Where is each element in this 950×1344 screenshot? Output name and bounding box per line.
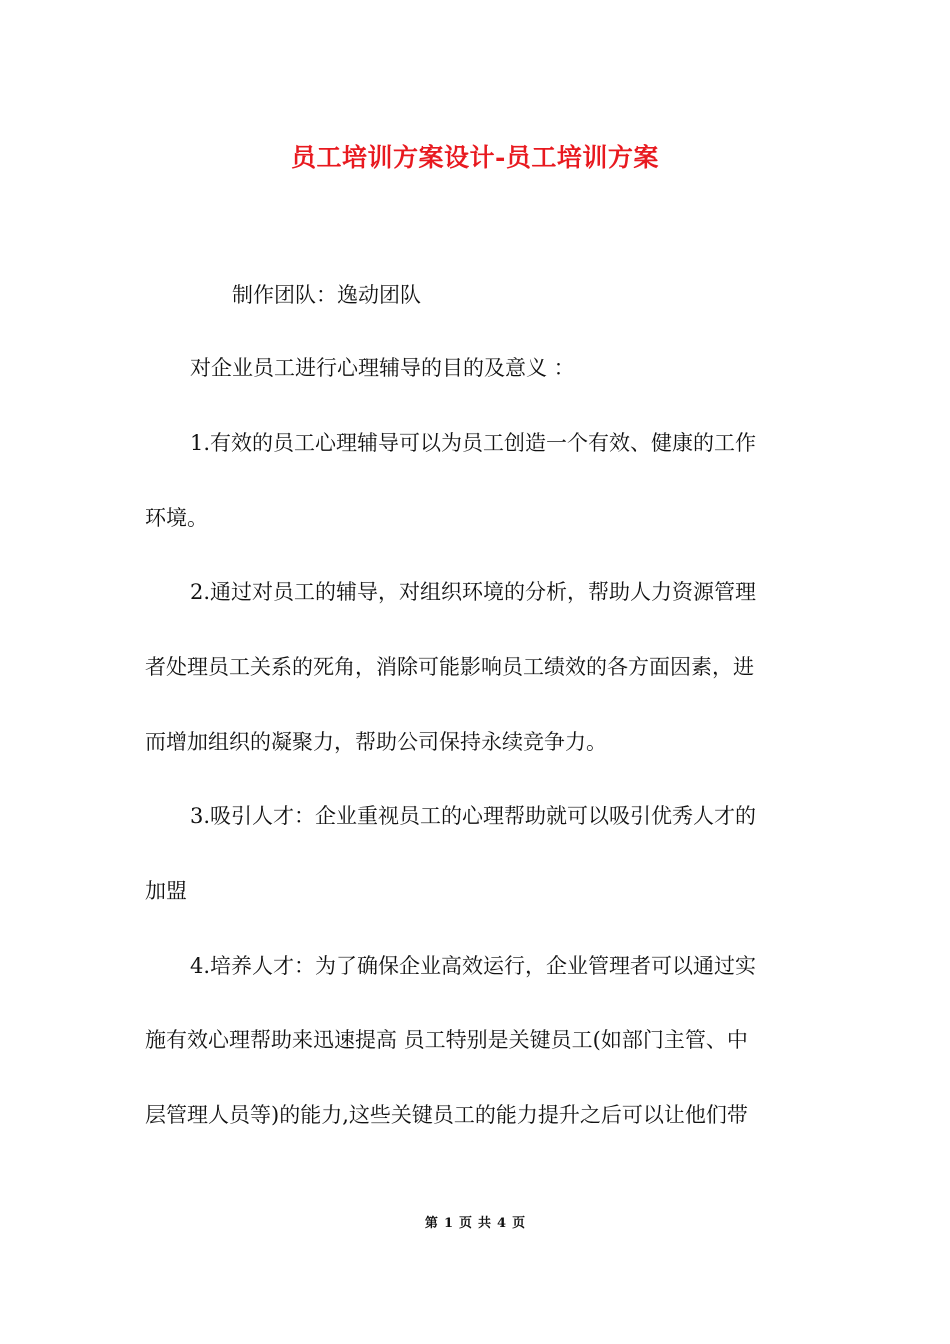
page-number: 1 xyxy=(443,1216,453,1231)
text-line: 者处理员工关系的死角，消除可能影响员工绩效的各方面因素，进 xyxy=(145,655,754,679)
page-footer xyxy=(0,1212,950,1231)
document-title: 员工培训方案设计-员工培训方案 xyxy=(291,143,659,172)
page-unit: 页 xyxy=(458,1216,472,1231)
text-line: 层管理人员等)的能力,这些关键员工的能力提升之后可以让他们带 xyxy=(145,1103,748,1127)
text-line: 2.通过对员工的辅导，对组织环境的分析，帮助人力资源管理 xyxy=(190,580,757,604)
total-unit: 页 xyxy=(512,1216,526,1231)
text-line: 4.培养人才：为了确保企业高效运行，企业管理者可以通过实 xyxy=(190,954,757,978)
text-line: 而增加组织的凝聚力，帮助公司保持永续竞争力。 xyxy=(145,730,607,754)
intro-line: 对企业员工进行心理辅导的目的及意义 ： xyxy=(190,356,575,380)
text-line: 3.吸引人才：企业重视员工的心理帮助就可以吸引优秀人才的 xyxy=(190,804,757,828)
text-line: 1.有效的员工心理辅导可以为员工创造一个有效、健康的工作 xyxy=(190,431,757,455)
total-pages: 4 xyxy=(497,1216,507,1231)
text-line: 加盟 xyxy=(145,879,187,903)
page-label: 第 xyxy=(424,1216,438,1231)
total-label: 共 xyxy=(478,1216,492,1231)
text-line: 施有效心理帮助来迅速提高 员工特别是关键员工(如部门主管、中 xyxy=(145,1028,748,1052)
text-line: 环境。 xyxy=(145,506,208,530)
team-line: 制作团队：逸动团队 xyxy=(232,283,421,307)
